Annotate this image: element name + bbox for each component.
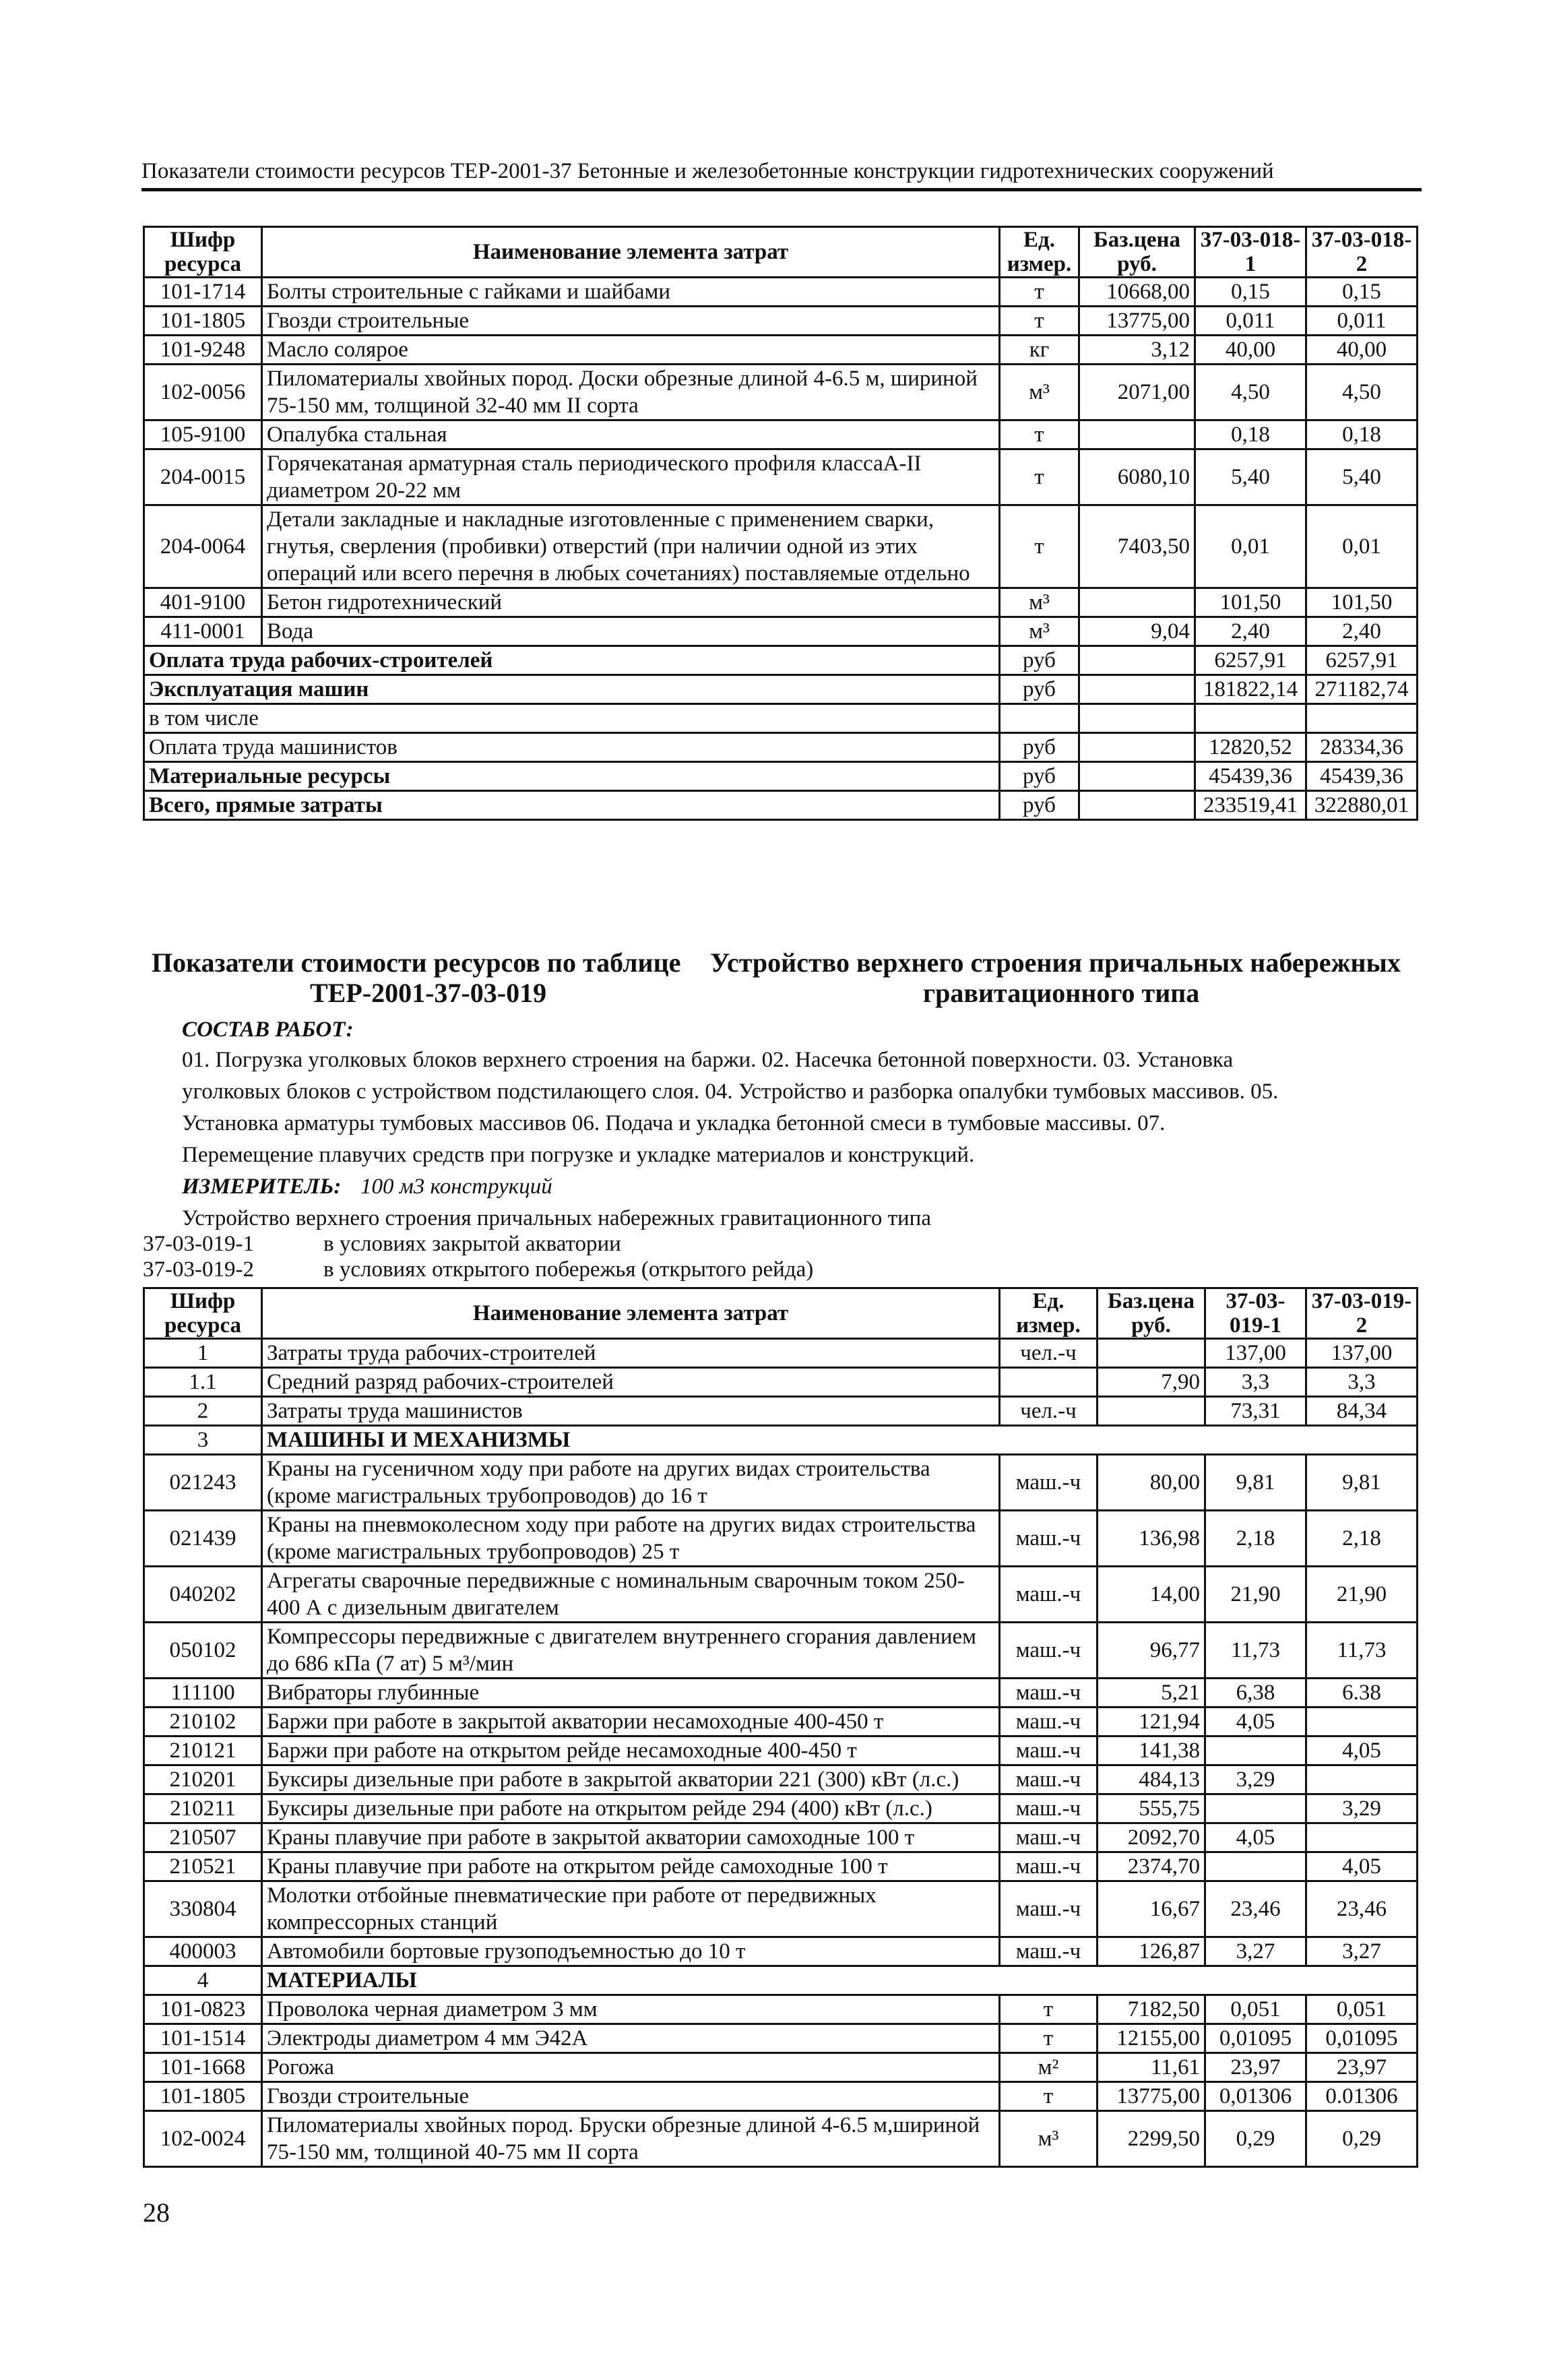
cell-variant-2: 6.38 bbox=[1306, 1679, 1418, 1708]
cell-variant-2: 11,73 bbox=[1306, 1623, 1418, 1679]
cell-code: 021439 bbox=[144, 1511, 262, 1567]
cell-code: 021243 bbox=[144, 1455, 262, 1511]
cell-code: 101-1805 bbox=[144, 2082, 262, 2111]
cell-price: 16,67 bbox=[1098, 1881, 1205, 1937]
summary-row bbox=[144, 704, 1418, 733]
cell-name: Агрегаты сварочные передвижные с номинальным сварочным током 250-400 А с дизельным двигателем bbox=[262, 1567, 1000, 1623]
cell-name: Буксиры дизельные при работе на открытом рейде 294 (400) кВт (л.с.) bbox=[262, 1794, 1000, 1823]
cell-code: 101-9248 bbox=[144, 336, 262, 365]
table-row bbox=[144, 2053, 1418, 2082]
summary-variant-1: 12820,52 bbox=[1195, 733, 1306, 762]
resource-table-2 bbox=[143, 1287, 1418, 2168]
cell-price: 7182,50 bbox=[1098, 1995, 1205, 2024]
col-header-variant-2: 37-03-018-2 bbox=[1306, 227, 1418, 278]
table-row bbox=[144, 420, 1418, 449]
summary-row bbox=[144, 762, 1418, 791]
cell-name: Детали закладные и накладные изготовленные с применением сварки, гнутья, сверления (пробивки) отверстий (при наличии одной из этих операций или всего перечня в любых сочетаниях) поставляемые отдельно bbox=[262, 505, 1000, 588]
cell-price: 2092,70 bbox=[1098, 1823, 1205, 1852]
cell-variant-1: 101,50 bbox=[1195, 588, 1306, 617]
cell-unit: маш.-ч bbox=[1000, 1511, 1098, 1567]
table-row bbox=[144, 1511, 1418, 1567]
page-number: 28 bbox=[143, 2197, 170, 2228]
cell-variant-2: 0,011 bbox=[1306, 307, 1418, 336]
cell-variant-1 bbox=[1205, 1852, 1306, 1881]
table-row bbox=[144, 1995, 1418, 2024]
cell-name: Проволока черная диаметром 3 мм bbox=[262, 1995, 1000, 2024]
summary-unit: руб bbox=[1000, 762, 1079, 791]
variant-code-2: 37-03-019-2 bbox=[143, 1257, 254, 1282]
cell-variant-1: 3,27 bbox=[1205, 1937, 1306, 1966]
cell-name: Вибраторы глубинные bbox=[262, 1679, 1000, 1708]
table-row bbox=[144, 588, 1418, 617]
cell-variant-2 bbox=[1306, 1823, 1418, 1852]
cell-name: Баржи при работе на открытом рейде несамоходные 400-450 т bbox=[262, 1736, 1000, 1765]
section-name: МАТЕРИАЛЫ bbox=[262, 1966, 1418, 1995]
table-row bbox=[144, 365, 1418, 420]
cell-name: Пиломатериалы хвойных пород. Бруски обрезные длиной 4-6.5 м,шириной 75-150 мм, толщиной 40-75 мм II сорта bbox=[262, 2111, 1000, 2167]
summary-variant-2: 6257,91 bbox=[1306, 646, 1418, 675]
cell-name: Затраты труда машинистов bbox=[262, 1397, 1000, 1426]
summary-label: Материальные ресурсы bbox=[144, 762, 1000, 791]
cell-code: 102-0056 bbox=[144, 365, 262, 420]
works-line: уголковых блоков с устройством подстилающего слоя. 04. Устройство и разборка опалубки тумбовых массивов. 05. bbox=[182, 1079, 1279, 1104]
table-row bbox=[144, 1736, 1418, 1765]
cell-variant-1: 3,3 bbox=[1205, 1368, 1306, 1397]
cell-variant-1: 21,90 bbox=[1205, 1567, 1306, 1623]
cell-variant-2: 0.01306 bbox=[1306, 2082, 1418, 2111]
works-line: Установка арматуры тумбовых массивов 06. Подача и укладка бетонной смеси в тумбовые массивы. 07. bbox=[182, 1111, 1166, 1135]
cell-variant-2: 0,15 bbox=[1306, 278, 1418, 307]
cell-code: 101-1714 bbox=[144, 278, 262, 307]
col-header-variant-1: 37-03-019-1 bbox=[1205, 1288, 1306, 1339]
section-title-right-2: гравитационного типа bbox=[923, 978, 1200, 1008]
table-row bbox=[144, 1623, 1418, 1679]
col-header-price: Баз.цена руб. bbox=[1098, 1288, 1205, 1339]
summary-unit bbox=[1000, 704, 1079, 733]
cell-variant-1: 0,051 bbox=[1205, 1995, 1306, 2024]
cell-name: Рогожа bbox=[262, 2053, 1000, 2082]
cell-code: 210521 bbox=[144, 1852, 262, 1881]
col-header-code: Шифр ресурса bbox=[144, 1288, 262, 1339]
summary-price-empty bbox=[1079, 762, 1195, 791]
cell-code: 101-1514 bbox=[144, 2024, 262, 2053]
cell-unit: маш.-ч bbox=[1000, 1708, 1098, 1736]
table-row bbox=[144, 307, 1418, 336]
measure-label: ИЗМЕРИТЕЛЬ: bbox=[182, 1175, 342, 1199]
summary-variant-1: 181822,14 bbox=[1195, 675, 1306, 704]
col-header-unit: Ед. измер. bbox=[1000, 1288, 1098, 1339]
cell-name: Электроды диаметром 4 мм Э42А bbox=[262, 2024, 1000, 2053]
summary-variant-1: 6257,91 bbox=[1195, 646, 1306, 675]
cell-variant-1: 4,05 bbox=[1205, 1823, 1306, 1852]
section-name: МАШИНЫ И МЕХАНИЗМЫ bbox=[262, 1426, 1418, 1455]
page-header: Показатели стоимости ресурсов ТЕР-2001-37 Бетонные и железобетонные конструкции гидротехнических сооружений bbox=[141, 159, 1422, 191]
cell-variant-1: 40,00 bbox=[1195, 336, 1306, 365]
cell-variant-2: 9,81 bbox=[1306, 1455, 1418, 1511]
cell-unit: т bbox=[1000, 505, 1079, 588]
cell-variant-2: 84,34 bbox=[1306, 1397, 1418, 1426]
table-row bbox=[144, 1339, 1418, 1368]
cell-name: Затраты труда рабочих-строителей bbox=[262, 1339, 1000, 1368]
cell-unit: маш.-ч bbox=[1000, 1794, 1098, 1823]
table-row bbox=[144, 1368, 1418, 1397]
table-row bbox=[144, 1852, 1418, 1881]
cell-price: 14,00 bbox=[1098, 1567, 1205, 1623]
cell-unit: т bbox=[1000, 449, 1079, 505]
cell-price: 484,13 bbox=[1098, 1765, 1205, 1794]
cell-variant-1: 73,31 bbox=[1205, 1397, 1306, 1426]
works-line: Перемещение плавучих средств при погрузке и укладке материалов и конструкций. bbox=[182, 1143, 975, 1167]
summary-variant-2: 271182,74 bbox=[1306, 675, 1418, 704]
cell-code: 204-0064 bbox=[144, 505, 262, 588]
cell-unit: т bbox=[1000, 1995, 1098, 2024]
cell-code: 101-0823 bbox=[144, 1995, 262, 2024]
cell-price: 136,98 bbox=[1098, 1511, 1205, 1567]
cell-variant-1: 11,73 bbox=[1205, 1623, 1306, 1679]
cell-unit: маш.-ч bbox=[1000, 1765, 1098, 1794]
summary-unit: руб bbox=[1000, 733, 1079, 762]
cell-variant-2: 21,90 bbox=[1306, 1567, 1418, 1623]
cell-variant-2: 5,40 bbox=[1306, 449, 1418, 505]
cell-variant-2: 4,05 bbox=[1306, 1852, 1418, 1881]
cell-code: 1 bbox=[144, 1339, 262, 1368]
cell-variant-1: 4,50 bbox=[1195, 365, 1306, 420]
cell-code: 111100 bbox=[144, 1679, 262, 1708]
col-header-unit: Ед. измер. bbox=[1000, 227, 1079, 278]
summary-label: Оплата труда машинистов bbox=[144, 733, 1000, 762]
summary-unit: руб bbox=[1000, 646, 1079, 675]
cell-price: 80,00 bbox=[1098, 1455, 1205, 1511]
section-title-right-1: Устройство верхнего строения причальных набережных bbox=[710, 947, 1401, 978]
cell-variant-2: 3,27 bbox=[1306, 1937, 1418, 1966]
cell-code: 101-1668 bbox=[144, 2053, 262, 2082]
cell-variant-1: 9,81 bbox=[1205, 1455, 1306, 1511]
cell-price: 3,12 bbox=[1079, 336, 1195, 365]
summary-row bbox=[144, 791, 1418, 820]
cell-variant-2: 137,00 bbox=[1306, 1339, 1418, 1368]
summary-label: Эксплуатация машин bbox=[144, 675, 1000, 704]
cell-variant-1 bbox=[1205, 1736, 1306, 1765]
summary-variant-1 bbox=[1195, 704, 1306, 733]
variant-text-1: в условиях закрытой акватории bbox=[323, 1232, 621, 1256]
section-row bbox=[144, 1426, 1418, 1455]
cell-name: Средний разряд рабочих-строителей bbox=[262, 1368, 1000, 1397]
cell-unit: чел.-ч bbox=[1000, 1339, 1098, 1368]
cell-code: 3 bbox=[144, 1426, 262, 1455]
cell-unit: маш.-ч bbox=[1000, 1823, 1098, 1852]
cell-price: 2299,50 bbox=[1098, 2111, 1205, 2167]
cell-name: Гвозди строительные bbox=[262, 2082, 1000, 2111]
cell-code: 330804 bbox=[144, 1881, 262, 1937]
cell-variant-2: 2,40 bbox=[1306, 617, 1418, 646]
cell-unit: маш.-ч bbox=[1000, 1937, 1098, 1966]
cell-name: Болты строительные с гайками и шайбами bbox=[262, 278, 1000, 307]
cell-variant-1: 6,38 bbox=[1205, 1679, 1306, 1708]
col-header-variant-1: 37-03-018-1 bbox=[1195, 227, 1306, 278]
section-title-left-2: ТЕР-2001-37-03-019 bbox=[310, 978, 547, 1008]
summary-variant-2: 45439,36 bbox=[1306, 762, 1418, 791]
cell-price: 141,38 bbox=[1098, 1736, 1205, 1765]
table-row bbox=[144, 449, 1418, 505]
cell-variant-1: 2,18 bbox=[1205, 1511, 1306, 1567]
cell-unit: т bbox=[1000, 2024, 1098, 2053]
table-row bbox=[144, 1708, 1418, 1736]
cell-name: Автомобили бортовые грузоподъемностью до 10 т bbox=[262, 1937, 1000, 1966]
cell-unit: т bbox=[1000, 307, 1079, 336]
summary-row bbox=[144, 646, 1418, 675]
summary-row bbox=[144, 733, 1418, 762]
cell-variant-1: 23,46 bbox=[1205, 1881, 1306, 1937]
cell-price: 96,77 bbox=[1098, 1623, 1205, 1679]
cell-variant-2: 23,97 bbox=[1306, 2053, 1418, 2082]
cell-price: 13775,00 bbox=[1098, 2082, 1205, 2111]
cell-unit: маш.-ч bbox=[1000, 1736, 1098, 1765]
cell-variant-1: 0,01095 bbox=[1205, 2024, 1306, 2053]
cell-variant-1: 137,00 bbox=[1205, 1339, 1306, 1368]
cell-price bbox=[1079, 588, 1195, 617]
cell-code: 210121 bbox=[144, 1736, 262, 1765]
cell-name: Краны на гусеничном ходу при работе на других видах строительства (кроме магистральных трубопроводов) до 16 т bbox=[262, 1455, 1000, 1511]
works-line: 01. Погрузка уголковых блоков верхнего строения на баржи. 02. Насечка бетонной поверхности. 03. Установка bbox=[182, 1048, 1234, 1072]
cell-price: 12155,00 bbox=[1098, 2024, 1205, 2053]
table-row bbox=[144, 505, 1418, 588]
cell-variant-2: 4,05 bbox=[1306, 1736, 1418, 1765]
cell-variant-1: 0,011 bbox=[1195, 307, 1306, 336]
cell-variant-2 bbox=[1306, 1708, 1418, 1736]
cell-code: 210211 bbox=[144, 1794, 262, 1823]
summary-variant-1: 45439,36 bbox=[1195, 762, 1306, 791]
cell-unit: маш.-ч bbox=[1000, 1679, 1098, 1708]
cell-variant-2: 101,50 bbox=[1306, 588, 1418, 617]
summary-price-empty bbox=[1079, 675, 1195, 704]
cell-name: Краны плавучие при работе на открытом рейде самоходные 100 т bbox=[262, 1852, 1000, 1881]
cell-code: 105-9100 bbox=[144, 420, 262, 449]
cell-variant-1: 0,18 bbox=[1195, 420, 1306, 449]
cell-price: 5,21 bbox=[1098, 1679, 1205, 1708]
summary-variant-1: 233519,41 bbox=[1195, 791, 1306, 820]
cell-price: 7,90 bbox=[1098, 1368, 1205, 1397]
table-row bbox=[144, 1937, 1418, 1966]
cell-code: 400003 bbox=[144, 1937, 262, 1966]
cell-price bbox=[1098, 1339, 1205, 1368]
table-row bbox=[144, 2082, 1418, 2111]
cell-code: 102-0024 bbox=[144, 2111, 262, 2167]
cell-variant-1: 4,05 bbox=[1205, 1708, 1306, 1736]
cell-code: 204-0015 bbox=[144, 449, 262, 505]
work-description: Устройство верхнего строения причальных набережных гравитационного типа bbox=[182, 1206, 931, 1230]
summary-label: Оплата труда рабочих-строителей bbox=[144, 646, 1000, 675]
cell-code: 2 bbox=[144, 1397, 262, 1426]
cell-unit: м³ bbox=[1000, 588, 1079, 617]
cell-code: 210507 bbox=[144, 1823, 262, 1852]
cell-unit: чел.-ч bbox=[1000, 1397, 1098, 1426]
summary-unit: руб bbox=[1000, 675, 1079, 704]
cell-variant-1: 0,29 bbox=[1205, 2111, 1306, 2167]
cell-unit: маш.-ч bbox=[1000, 1852, 1098, 1881]
table-row bbox=[144, 1679, 1418, 1708]
col-header-variant-2: 37-03-019-2 bbox=[1306, 1288, 1418, 1339]
cell-variant-2: 4,50 bbox=[1306, 365, 1418, 420]
cell-name: Краны плавучие при работе в закрытой акватории самоходные 100 т bbox=[262, 1823, 1000, 1852]
summary-variant-2: 28334,36 bbox=[1306, 733, 1418, 762]
cell-variant-1: 0,15 bbox=[1195, 278, 1306, 307]
cell-price bbox=[1098, 1397, 1205, 1426]
cell-code: 210201 bbox=[144, 1765, 262, 1794]
summary-unit: руб bbox=[1000, 791, 1079, 820]
col-header-price: Баз.цена руб. bbox=[1079, 227, 1195, 278]
cell-price: 126,87 bbox=[1098, 1937, 1205, 1966]
summary-variant-2: 322880,01 bbox=[1306, 791, 1418, 820]
summary-price-empty bbox=[1079, 704, 1195, 733]
cell-name: Компрессоры передвижные с двигателем внутреннего сгорания давлением до 686 кПа (7 ат) 5 м³/мин bbox=[262, 1623, 1000, 1679]
cell-name: Масло соляроe bbox=[262, 336, 1000, 365]
cell-name: Опалубка стальная bbox=[262, 420, 1000, 449]
section-title-left-1: Показатели стоимости ресурсов по таблице bbox=[152, 947, 681, 978]
cell-name: Гвозди строительные bbox=[262, 307, 1000, 336]
summary-price-empty bbox=[1079, 791, 1195, 820]
cell-code: 4 bbox=[144, 1966, 262, 1995]
cell-name: Краны на пневмоколесном ходу при работе на других видах строительства (кроме магистральных трубопроводов) 25 т bbox=[262, 1511, 1000, 1567]
cell-code: 040202 bbox=[144, 1567, 262, 1623]
cell-price: 2071,00 bbox=[1079, 365, 1195, 420]
cell-variant-1: 0,01 bbox=[1195, 505, 1306, 588]
cell-unit: маш.-ч bbox=[1000, 1623, 1098, 1679]
cell-variant-1: 5,40 bbox=[1195, 449, 1306, 505]
summary-label: Всего, прямые затраты bbox=[144, 791, 1000, 820]
cell-variant-1: 3,29 bbox=[1205, 1765, 1306, 1794]
cell-price bbox=[1079, 420, 1195, 449]
cell-variant-1: 0,01306 bbox=[1205, 2082, 1306, 2111]
summary-price-empty bbox=[1079, 646, 1195, 675]
cell-unit: маш.-ч bbox=[1000, 1567, 1098, 1623]
cell-variant-2: 2,18 bbox=[1306, 1511, 1418, 1567]
cell-variant-2: 0,051 bbox=[1306, 1995, 1418, 2024]
cell-name: Молотки отбойные пневматические при работе от передвижных компрессорных станций bbox=[262, 1881, 1000, 1937]
variant-text-2: в условиях открытого побережья (открытого рейда) bbox=[323, 1257, 814, 1282]
table-row bbox=[144, 2024, 1418, 2053]
summary-row bbox=[144, 675, 1418, 704]
cell-unit: т bbox=[1000, 278, 1079, 307]
cell-unit: м³ bbox=[1000, 617, 1079, 646]
cell-price: 10668,00 bbox=[1079, 278, 1195, 307]
cell-variant-2 bbox=[1306, 1765, 1418, 1794]
cell-unit: м³ bbox=[1000, 2111, 1098, 2167]
table-row bbox=[144, 1823, 1418, 1852]
cell-price: 7403,50 bbox=[1079, 505, 1195, 588]
cell-code: 101-1805 bbox=[144, 307, 262, 336]
cell-name: Пиломатериалы хвойных пород. Доски обрезные длиной 4-6.5 м, шириной 75-150 мм, толщиной 32-40 мм II сорта bbox=[262, 365, 1000, 420]
summary-price-empty bbox=[1079, 733, 1195, 762]
cell-price: 555,75 bbox=[1098, 1794, 1205, 1823]
cell-variant-2: 0,01095 bbox=[1306, 2024, 1418, 2053]
works-heading: СОСТАВ РАБОТ: bbox=[182, 1017, 354, 1042]
cell-unit: кг bbox=[1000, 336, 1079, 365]
cell-variant-1 bbox=[1205, 1794, 1306, 1823]
cell-unit: т bbox=[1000, 2082, 1098, 2111]
section-row bbox=[144, 1966, 1418, 1995]
cell-variant-2: 0,01 bbox=[1306, 505, 1418, 588]
summary-label: в том числе bbox=[144, 704, 1000, 733]
cell-price: 11,61 bbox=[1098, 2053, 1205, 2082]
cell-unit: маш.-ч bbox=[1000, 1881, 1098, 1937]
cell-code: 411-0001 bbox=[144, 617, 262, 646]
cell-name: Вода bbox=[262, 617, 1000, 646]
cell-code: 050102 bbox=[144, 1623, 262, 1679]
cell-price: 6080,10 bbox=[1079, 449, 1195, 505]
table-row bbox=[144, 617, 1418, 646]
cell-unit: м² bbox=[1000, 2053, 1098, 2082]
table-row bbox=[144, 1455, 1418, 1511]
cell-variant-2: 3,29 bbox=[1306, 1794, 1418, 1823]
cell-price: 2374,70 bbox=[1098, 1852, 1205, 1881]
cell-variant-1: 23,97 bbox=[1205, 2053, 1306, 2082]
cell-code: 1.1 bbox=[144, 1368, 262, 1397]
resource-table-1 bbox=[143, 226, 1418, 821]
table-row bbox=[144, 1567, 1418, 1623]
cell-name: Буксиры дизельные при работе в закрытой акватории 221 (300) кВт (л.с.) bbox=[262, 1765, 1000, 1794]
cell-variant-2: 0,18 bbox=[1306, 420, 1418, 449]
cell-name: Горячекатаная арматурная сталь периодического профиля классаА-II диаметром 20-22 мм bbox=[262, 449, 1000, 505]
cell-price: 121,94 bbox=[1098, 1708, 1205, 1736]
table-row bbox=[144, 336, 1418, 365]
col-header-name: Наименование элемента затрат bbox=[262, 227, 1000, 278]
variant-code-1: 37-03-019-1 bbox=[143, 1232, 254, 1256]
cell-name: Баржи при работе в закрытой акватории несамоходные 400-450 т bbox=[262, 1708, 1000, 1736]
cell-price: 13775,00 bbox=[1079, 307, 1195, 336]
cell-variant-2: 3,3 bbox=[1306, 1368, 1418, 1397]
cell-price: 9,04 bbox=[1079, 617, 1195, 646]
table-row bbox=[144, 1765, 1418, 1794]
cell-unit: т bbox=[1000, 420, 1079, 449]
cell-name: Бетон гидротехнический bbox=[262, 588, 1000, 617]
measure-value: 100 м3 конструкций bbox=[360, 1175, 552, 1199]
col-header-code: Шифр ресурса bbox=[144, 227, 262, 278]
summary-variant-2 bbox=[1306, 704, 1418, 733]
table-row bbox=[144, 1397, 1418, 1426]
cell-code: 210102 bbox=[144, 1708, 262, 1736]
cell-variant-2: 23,46 bbox=[1306, 1881, 1418, 1937]
cell-variant-1: 2,40 bbox=[1195, 617, 1306, 646]
cell-unit bbox=[1000, 1368, 1098, 1397]
table-row bbox=[144, 1881, 1418, 1937]
table-row bbox=[144, 278, 1418, 307]
col-header-name: Наименование элемента затрат bbox=[262, 1288, 1000, 1339]
cell-code: 401-9100 bbox=[144, 588, 262, 617]
cell-variant-2: 0,29 bbox=[1306, 2111, 1418, 2167]
cell-unit: маш.-ч bbox=[1000, 1455, 1098, 1511]
table-row bbox=[144, 1794, 1418, 1823]
table-row bbox=[144, 2111, 1418, 2167]
cell-variant-2: 40,00 bbox=[1306, 336, 1418, 365]
cell-unit: м³ bbox=[1000, 365, 1079, 420]
